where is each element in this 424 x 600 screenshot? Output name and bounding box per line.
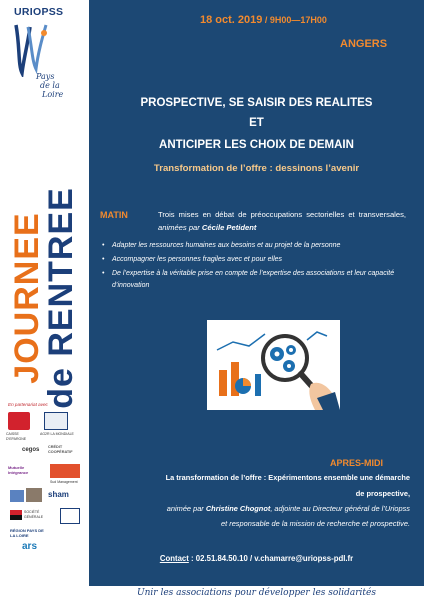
partners-title: En partenariat avec [8, 402, 48, 407]
title-line-3: ANTICIPER LES CHOIX DE DEMAIN [159, 139, 354, 151]
contact-line [89, 554, 424, 563]
sud-management-logo [50, 464, 80, 478]
list-item [100, 254, 410, 266]
matin-speaker: Cécile Petident [201, 223, 257, 232]
marianne-logo [60, 508, 80, 524]
ag2r-label: AG2R LA MONDIALE [40, 432, 74, 436]
list-item [100, 240, 410, 252]
title-line-1: PROSPECTIVE, SE SAISIR DES REALITES [140, 97, 373, 109]
event-city: ANGERS [340, 38, 388, 50]
bullet-text: De l’expertise à la véritable prise en compte de l’expertise des associations et leur capacité d’innovation [112, 270, 395, 289]
matin-bullets [100, 240, 410, 294]
matin-animator [158, 223, 256, 232]
apres-midi-role: , adjointe au Directeur général de l’Uriopss [270, 504, 410, 513]
sud-management-label: Sud Management [50, 480, 78, 484]
vertical-title [10, 187, 78, 409]
cegos-logo: cegos [22, 447, 40, 453]
bullet-icon: • [102, 256, 105, 263]
vertical-title-de: de [42, 367, 80, 409]
caisse-epargne-logo [8, 412, 30, 430]
bullet-text: Accompagner les personnes fragiles avec et pour elles [112, 256, 283, 263]
apres-midi-line-4: et responsable de la mission de recherche et prospective. [221, 519, 410, 528]
institution-logo [10, 490, 24, 502]
societe-generale-logo [10, 510, 22, 520]
vertical-title-line2 [44, 187, 78, 409]
uriopss-logo-icon [10, 17, 50, 77]
apres-midi-line-3 [89, 504, 410, 513]
matin-label: MATIN [100, 210, 128, 220]
matin-intro-text: Trois mises en débat de préoccupations sectorielles et transversales, [158, 210, 406, 219]
vertical-title-rentree: RENTREE [42, 187, 80, 357]
slogan: Unir les associations pour développer les solidarités [89, 586, 424, 600]
matin-animated-by: animées par [158, 223, 200, 232]
ars-logo: ars [22, 541, 38, 552]
region-line-3: Loire [42, 90, 64, 99]
subtitle: Transformation de l’offre : dessinons l’avenir [153, 163, 360, 174]
prospective-illustration-icon [207, 320, 340, 410]
event-date-day: 18 oct. 2019 [200, 14, 263, 26]
uriopss-logo-text: URIOPSS [14, 6, 64, 18]
title-line-2: ET [249, 117, 264, 129]
bullet-icon: • [102, 270, 105, 277]
sham-logo: sham [48, 490, 69, 499]
apres-midi-label: APRES-MIDI [330, 458, 384, 468]
vertical-title-journee: JOURNEE [8, 212, 46, 384]
region-tagline [36, 72, 63, 99]
region-line-2: de la [40, 81, 60, 90]
contact-label: Contact [159, 554, 189, 563]
apres-midi-line-1: La transformation de l’offre : Expérimentons ensemble une démarche [165, 473, 410, 482]
matin-intro [158, 208, 406, 234]
left-column [0, 0, 89, 600]
apres-midi-speaker: Christine Chognot [205, 504, 271, 513]
credit-cooperatif-logo: CRÉDIT COOPÉRATIF [48, 445, 73, 454]
integrance-logo: Mutuelle Intégrance [8, 465, 29, 475]
societe-generale-label: SOCIÉTÉ GÉNÉRALE [24, 510, 44, 519]
event-hours: / 9H00—17H00 [262, 15, 327, 25]
bullet-icon: • [102, 242, 105, 249]
region-pdl-logo: RÉGION PAYS DE LA LOIRE [10, 528, 44, 538]
caisse-epargne-label: CAISSE D'EPARGNE [6, 432, 27, 441]
apres-midi-line-2: de prospective, [355, 489, 410, 498]
contact-details: : 02.51.84.50.10 / v.chamarre@uriopss-pdl.fr [188, 554, 354, 563]
bullet-text: Adapter les ressources humaines aux besoins et au projet de la personne [112, 242, 341, 249]
event-date [200, 14, 396, 26]
photo-logo [26, 488, 42, 502]
ag2r-logo [44, 412, 68, 430]
apres-midi-animated-by: animée par [166, 504, 204, 513]
region-line-1: Pays [36, 72, 55, 81]
list-item [100, 268, 410, 292]
